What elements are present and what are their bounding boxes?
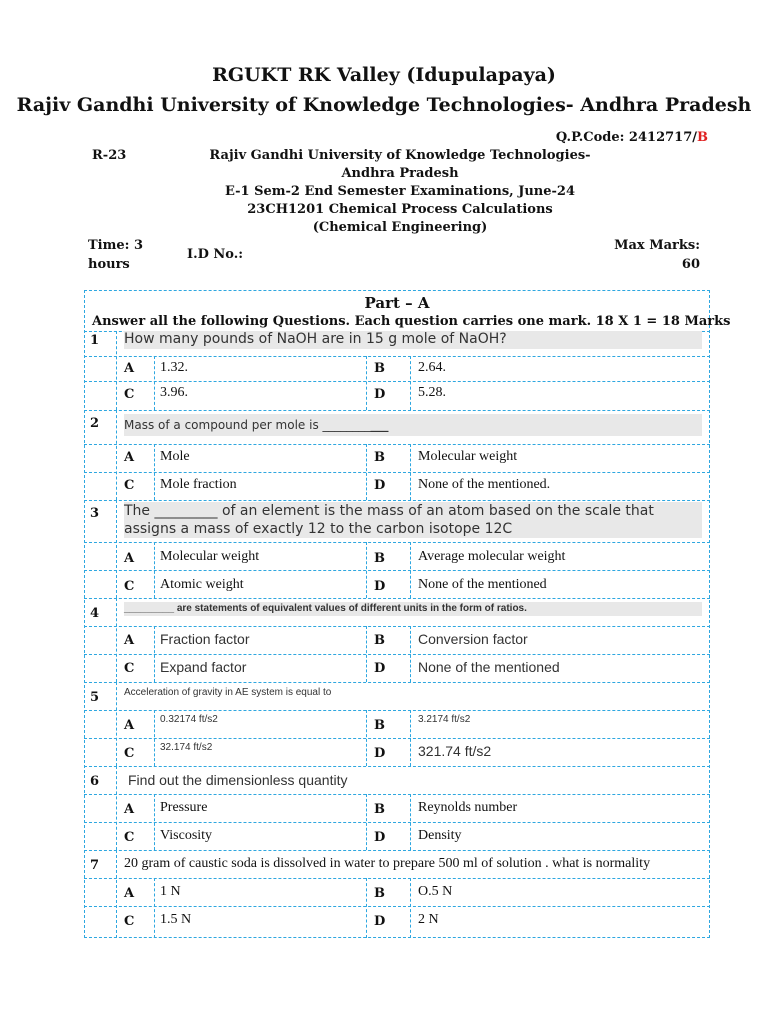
column-divider: [366, 542, 367, 598]
row-divider: [84, 878, 710, 879]
column-divider: [154, 710, 155, 766]
row-divider: [84, 850, 710, 851]
question-text: How many pounds of NaOH are in 15 g mole of NaOH?: [124, 331, 702, 349]
option-label: D: [374, 830, 386, 845]
instructions: Answer all the following Questions. Each question carries one mark. 18 X 1 = 18 Marks: [92, 314, 731, 329]
row-divider: [84, 626, 710, 627]
option-text: 5.28.: [418, 385, 446, 400]
option-label: C: [124, 830, 135, 845]
question-text: 20 gram of caustic soda is dissolved in water to prepare 500 ml of solution . what is normality: [124, 856, 651, 871]
max-marks-value: 60: [681, 257, 700, 272]
column-divider: [154, 444, 155, 500]
time-label: Time: 3 hours: [88, 238, 144, 272]
question-text: _________ are statements of equivalent values of different units in the form of ratios.: [124, 602, 702, 616]
option-text: Mole fraction: [160, 477, 237, 492]
option-text: Fraction factor: [160, 631, 250, 647]
row-divider: [84, 410, 710, 411]
row-divider: [84, 472, 710, 473]
row-divider: [84, 682, 710, 683]
option-label: A: [124, 361, 135, 376]
column-divider: [410, 444, 411, 500]
max-marks: [614, 236, 700, 274]
question-text: Acceleration of gravity in AE system is equal to: [124, 687, 332, 698]
question-number: 4: [90, 606, 100, 621]
regulation: R-23: [92, 148, 127, 163]
option-text: Mole: [160, 449, 190, 464]
row-divider: [84, 570, 710, 571]
column-divider: [366, 878, 367, 938]
row-divider: [84, 598, 710, 599]
row-divider: [84, 654, 710, 655]
option-label: D: [374, 387, 386, 402]
institute-title: RGUKT RK Valley (Idupulapaya): [212, 64, 556, 86]
column-divider: [366, 356, 367, 410]
row-divider: [84, 542, 710, 543]
question-text: Find out the dimensionless quantity: [128, 772, 348, 788]
option-text: Viscosity: [160, 828, 213, 843]
row-divider: [84, 444, 710, 445]
column-divider: [154, 356, 155, 410]
option-text: None of the mentioned: [418, 659, 560, 675]
id-label: I.D No.:: [187, 247, 244, 262]
option-text: 1.5 N: [160, 912, 192, 927]
column-divider: [410, 878, 411, 938]
column-divider: [116, 410, 117, 500]
max-marks-label: Max Marks:: [614, 238, 700, 253]
option-text: None of the mentioned: [418, 577, 547, 592]
column-divider: [366, 626, 367, 682]
row-divider: [84, 500, 710, 501]
option-label: B: [374, 718, 385, 733]
column-divider: [366, 710, 367, 766]
option-label: A: [124, 718, 135, 733]
exam-name: E-1 Sem-2 End Semester Examinations, June-24: [224, 184, 576, 199]
option-text: Conversion factor: [418, 631, 528, 647]
option-text: 2.64.: [418, 360, 446, 375]
option-label: B: [374, 361, 385, 376]
question-number: 7: [90, 858, 100, 873]
qp-code-number: Q.P.Code: 2412717/: [555, 130, 697, 145]
column-divider: [154, 878, 155, 938]
column-divider: [154, 626, 155, 682]
option-label: B: [374, 633, 385, 648]
column-divider: [116, 331, 117, 410]
option-label: D: [374, 746, 386, 761]
question-number: 2: [90, 416, 100, 431]
column-divider: [410, 794, 411, 850]
option-label: D: [374, 478, 386, 493]
option-label: D: [374, 661, 386, 676]
question-text-blank: ___: [370, 418, 389, 432]
option-text: 3.96.: [160, 385, 188, 400]
option-text: 0.32174 ft/s2: [160, 714, 218, 725]
option-text: 321.74 ft/s2: [418, 743, 492, 759]
column-divider: [154, 542, 155, 598]
column-divider: [410, 626, 411, 682]
column-divider: [366, 444, 367, 500]
option-text: 2 N: [418, 912, 439, 927]
option-label: C: [124, 579, 135, 594]
qp-code: [556, 130, 708, 145]
course-name: 23CH1201 Chemical Process Calculations: [247, 202, 553, 217]
question-text: [124, 414, 702, 436]
qp-code-set: B: [697, 130, 708, 145]
option-label: A: [124, 633, 135, 648]
option-label: C: [124, 478, 135, 493]
option-text: 3.2174 ft/s2: [418, 714, 471, 725]
row-divider: [84, 356, 710, 357]
option-label: C: [124, 914, 135, 929]
option-label: B: [374, 802, 385, 817]
option-label: C: [124, 746, 135, 761]
question-text: The _________ of an element is the mass of an atom based on the scale that assigns a mass of exactly 12 to the carbon isotope 12C: [124, 502, 702, 538]
column-divider: [154, 794, 155, 850]
option-label: C: [124, 387, 135, 402]
column-divider: [410, 356, 411, 410]
univ-line-1: Rajiv Gandhi University of Knowledge Technologies-: [209, 148, 591, 163]
option-label: D: [374, 579, 386, 594]
question-text-main: Mass of a compound per mole is ________: [124, 418, 371, 432]
column-divider: [410, 542, 411, 598]
question-number: 1: [90, 333, 100, 348]
column-divider: [116, 850, 117, 938]
option-label: B: [374, 551, 385, 566]
row-divider: [84, 794, 710, 795]
row-divider: [84, 766, 710, 767]
option-text: 1.32.: [160, 360, 188, 375]
option-text: Expand factor: [160, 659, 247, 675]
option-label: A: [124, 886, 135, 901]
question-number: 3: [90, 506, 100, 521]
row-divider: [84, 710, 710, 711]
option-label: A: [124, 551, 135, 566]
option-text: Pressure: [160, 800, 208, 815]
row-divider: [84, 381, 710, 382]
option-text: 32.174 ft/s2: [160, 742, 213, 753]
option-text: Reynolds number: [418, 800, 518, 815]
column-divider: [366, 794, 367, 850]
branch-name: (Chemical Engineering): [312, 220, 488, 235]
row-divider: [84, 822, 710, 823]
univ-line-2: Andhra Pradesh: [341, 166, 459, 181]
row-divider: [84, 738, 710, 739]
option-text: O.5 N: [418, 884, 453, 899]
option-label: B: [374, 886, 385, 901]
option-text: Density: [418, 828, 462, 843]
option-text: Molecular weight: [160, 549, 260, 564]
column-divider: [116, 682, 117, 766]
option-label: A: [124, 450, 135, 465]
option-label: B: [374, 450, 385, 465]
option-label: A: [124, 802, 135, 817]
option-text: Atomic weight: [160, 577, 244, 592]
option-label: D: [374, 914, 386, 929]
option-text: None of the mentioned.: [418, 477, 551, 492]
column-divider: [116, 500, 117, 598]
university-title: Rajiv Gandhi University of Knowledge Technologies- Andhra Pradesh: [16, 94, 752, 116]
option-label: C: [124, 661, 135, 676]
question-number: 6: [90, 774, 100, 789]
column-divider: [116, 598, 117, 682]
column-divider: [410, 710, 411, 766]
row-divider: [84, 906, 710, 907]
option-text: Molecular weight: [418, 449, 518, 464]
option-text: Average molecular weight: [418, 549, 566, 564]
question-number: 5: [90, 690, 100, 705]
column-divider: [116, 766, 117, 850]
part-title: Part – A: [364, 294, 430, 312]
option-text: 1 N: [160, 884, 181, 899]
